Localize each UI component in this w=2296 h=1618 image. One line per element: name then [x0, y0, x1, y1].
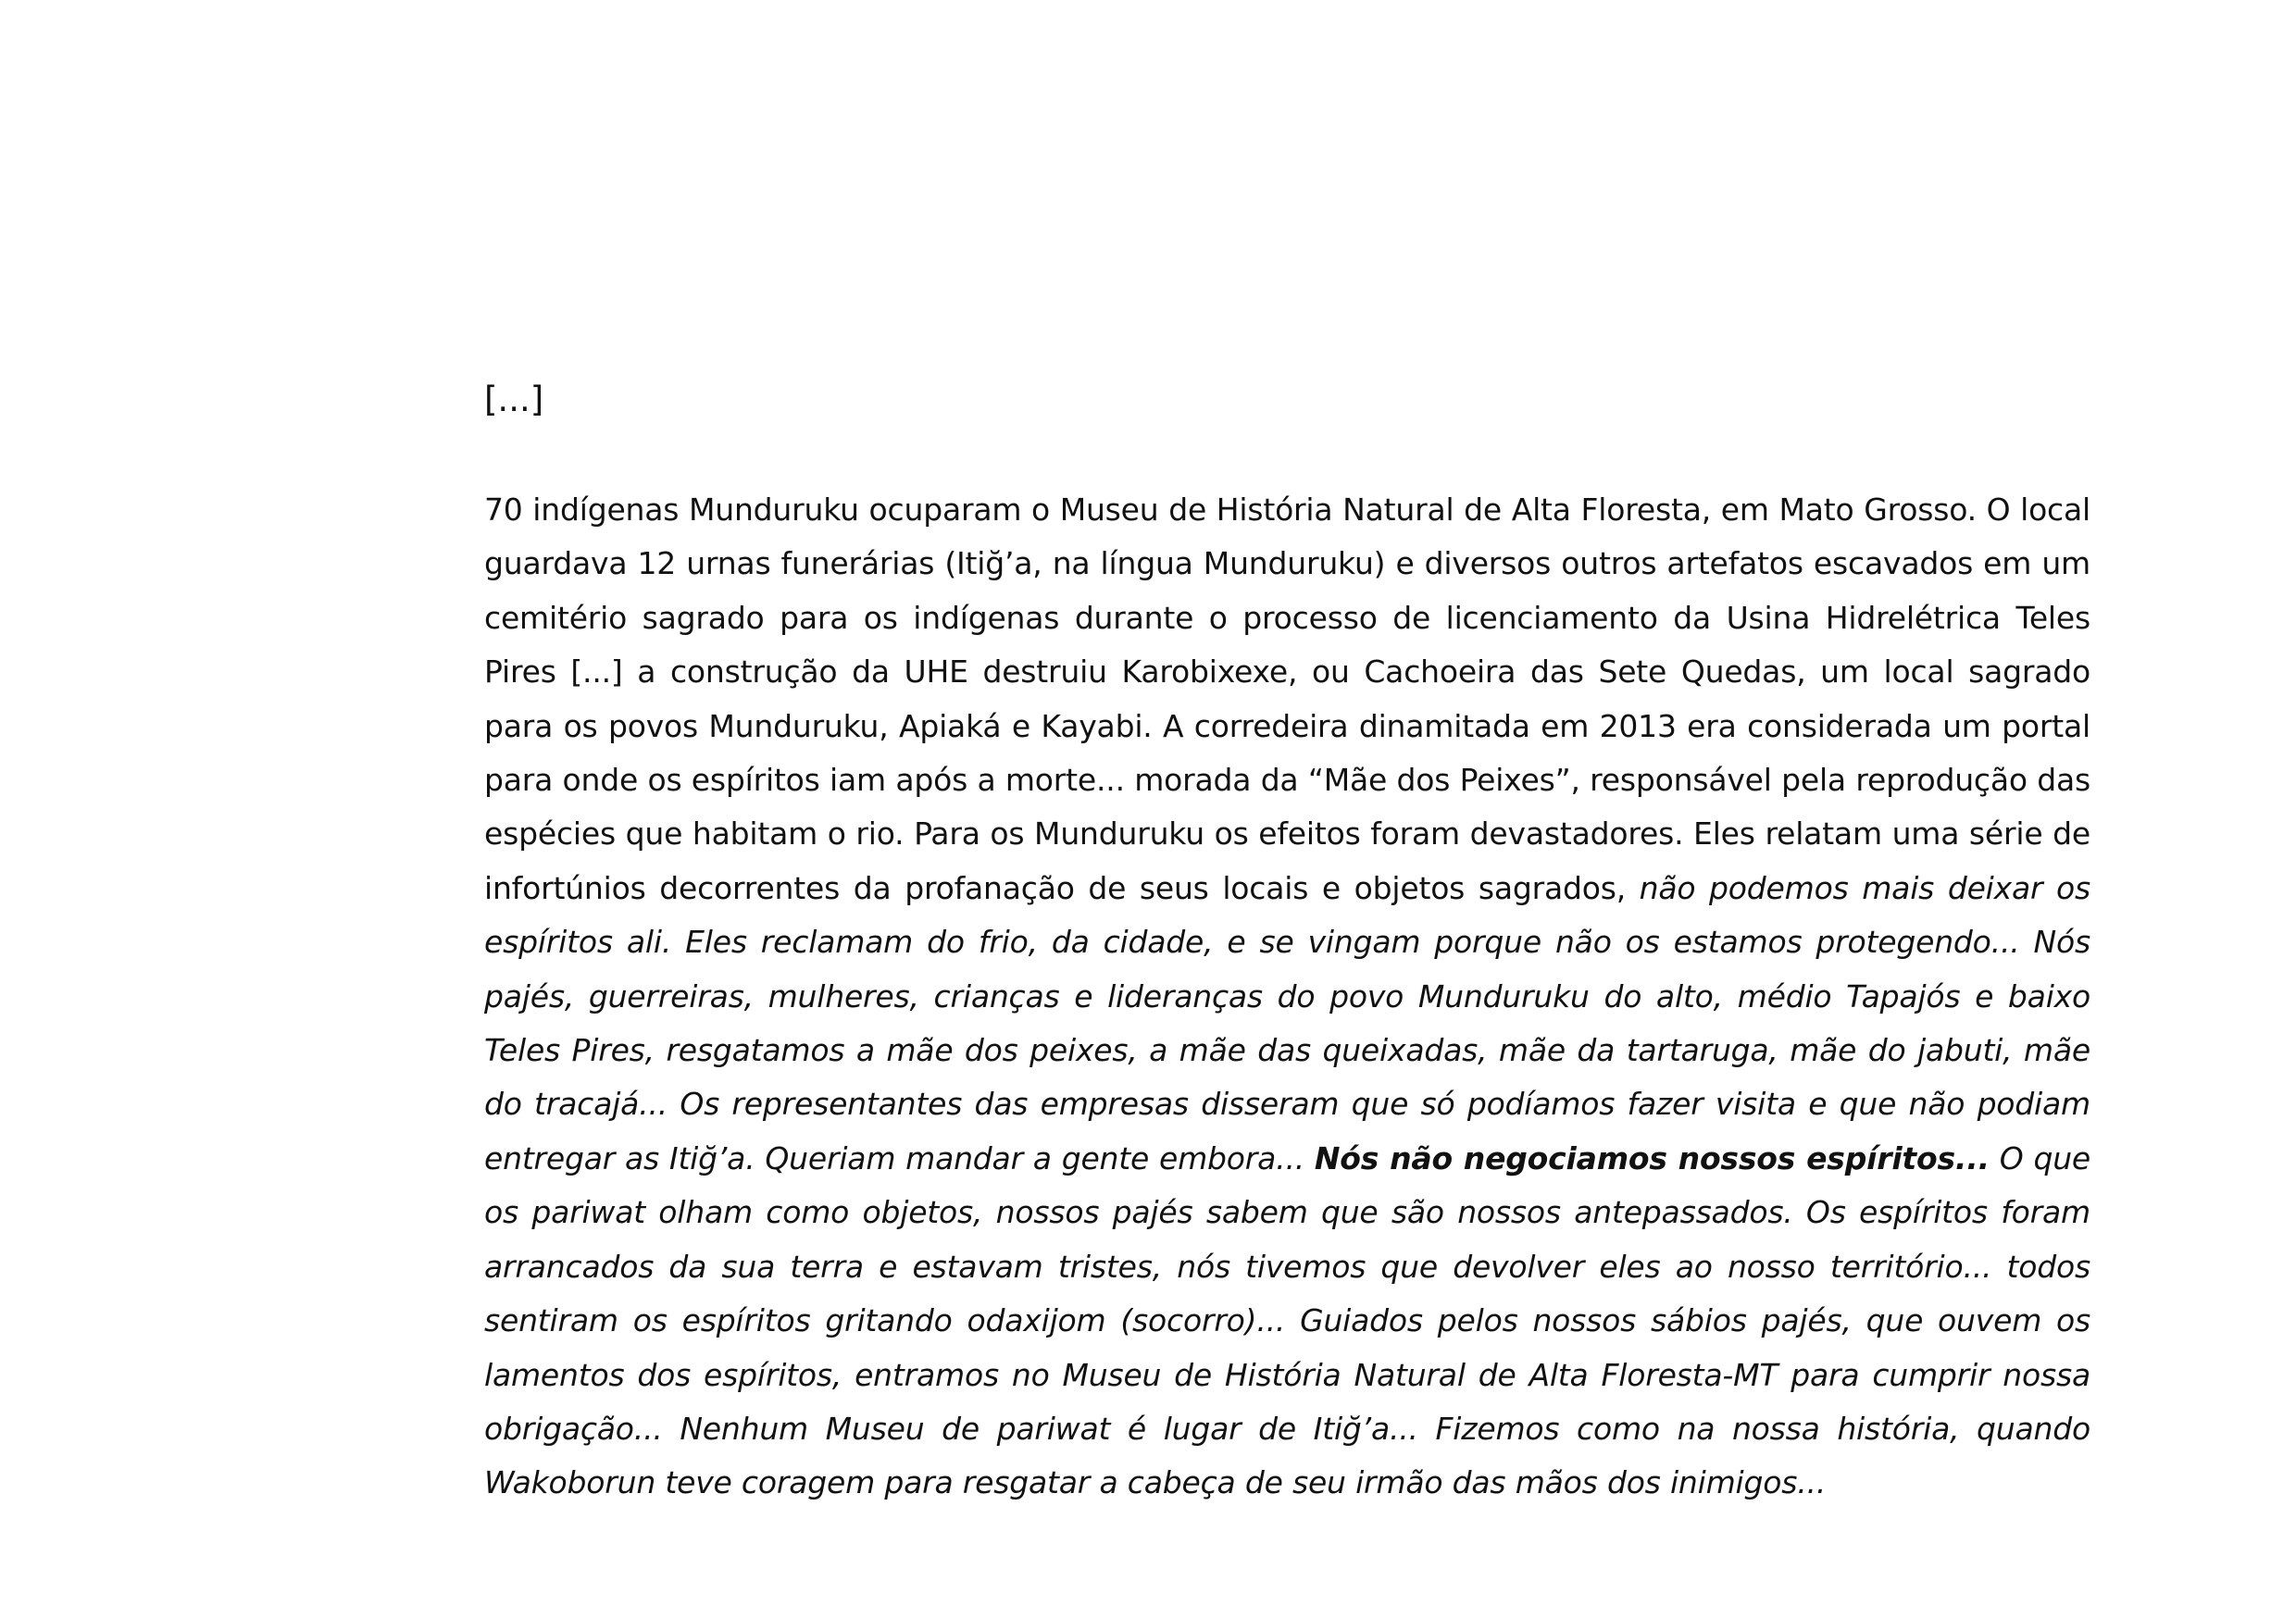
- italic-quote-part-1: não podemos mais deixar os espíritos ali. Eles reclamam do frio, da cidade, e se vingam porque não os estamos protegendo... Nós pajés, guerreiras, mulheres, crianças e lideranças do povo Munduruku do alto, médio Tapajós e baixo Teles Pires, resgatamos a mãe dos peixes, a mãe das queixadas, mãe da tartaruga, mãe do jabuti, mãe do tracajá... Os representantes das empresas disseram que só podíamos fazer visita e que não podiam entregar as Itiğ’a. Queriam mandar a gente embora...: [484, 869, 2091, 1176]
- paragraph-regular-text: 70 indígenas Munduruku ocuparam o Museu de História Natural de Alta Floresta, em Mato Grosso. O local guardava 12 urnas funerárias (Itiğ’a, na língua Munduruku) e diversos outros artefatos escavados em um cemitério sagrado para os indígenas durante o processo de licenciamento da Usina Hidrelétrica Teles Pires [...] a construção da UHE destruiu Karobixexe, ou Cachoeira das Sete Quedas, um local sagrado para os povos Munduruku, Apiaká e Kayabi. A corredeira dinamitada em 2013 era considerada um portal para onde os espíritos iam após a morte... morada da “Mãe dos Peixes”, responsável pela reprodução das espécies que habitam o rio. Para os Munduruku os efeitos foram devastadores. Eles relatam uma série de infortúnios decorrentes da profanação de seus locais e objetos sagrados,: [484, 492, 2090, 906]
- italic-quote-part-2: O que os pariwat olham como objetos, nossos pajés sabem que são nossos antepassados. Os espíritos foram arrancados da sua terra e estavam tristes, nós tivemos que devolver eles ao nosso território... todos sentiram os espíritos gritando odaxijom (socorro)... Guiados pelos nossos sábios pajés, que ouvem os lamentos dos espíritos, entramos no Museu de História Natural de Alta Floresta-MT para cumprir nossa obrigação... Nenhum Museu de pariwat é lugar de Itiğ’a... Fizemos como na nossa história, quando Wakoborun teve coragem para resgatar a cabeça de seu irmão das mãos dos inimigos...: [484, 1139, 2091, 1501]
- omission-marker: [...]: [484, 380, 544, 419]
- body-paragraph: [484, 483, 2090, 1511]
- text-block: [484, 378, 2090, 1511]
- bold-italic-quote: Nós não negociamos nossos espíritos...: [1314, 1139, 1990, 1176]
